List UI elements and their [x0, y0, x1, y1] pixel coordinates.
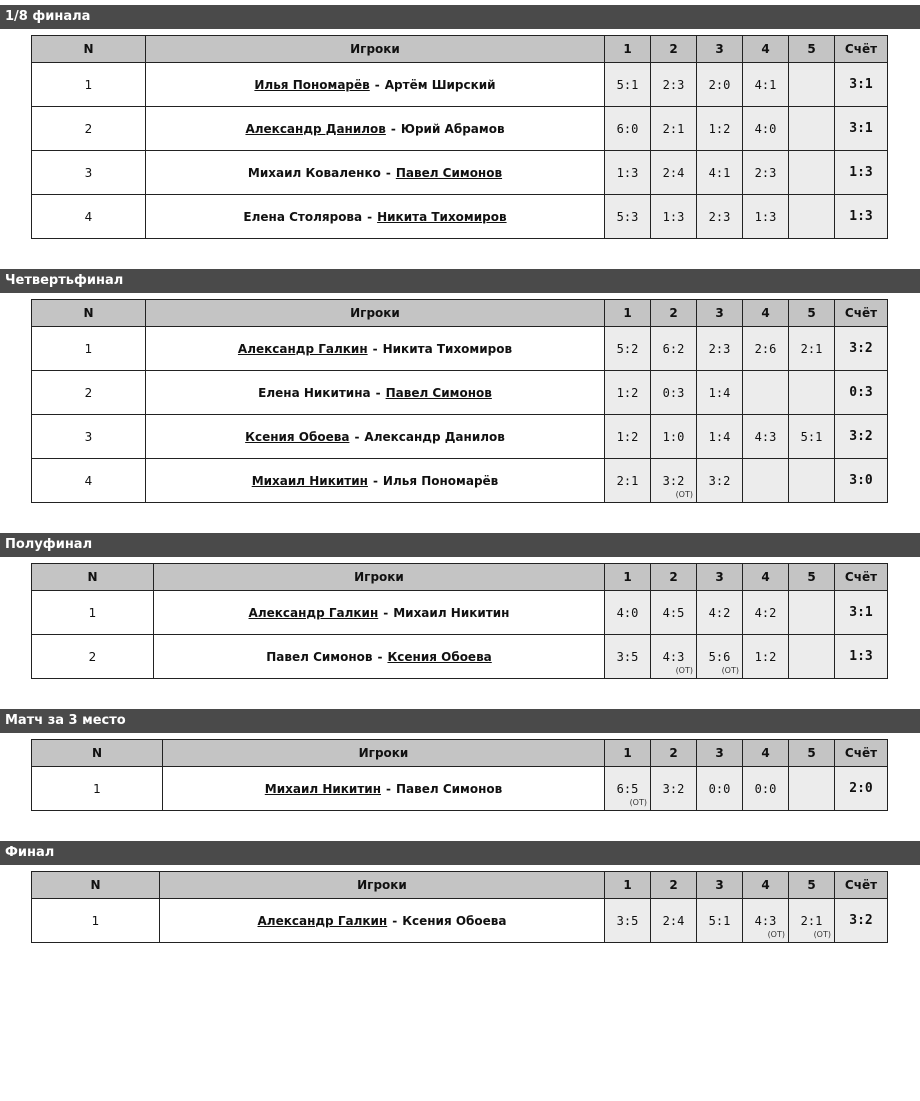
set-score-value: 5:1 [708, 913, 731, 928]
col-set-2-header: 2 [651, 740, 697, 767]
match-row [32, 459, 888, 503]
set-score-value: 3:5 [616, 649, 639, 664]
col-set-5-header: 5 [789, 872, 835, 899]
match-number: 3 [32, 151, 146, 195]
set-score-value: 6:2 [662, 341, 685, 356]
set-score-value: 5:2 [616, 341, 639, 356]
set-score-value: 5:1 [616, 77, 639, 92]
set-score-value: 4:5 [662, 605, 685, 620]
match-players [146, 415, 605, 459]
set-3-score [697, 635, 743, 679]
match-number: 4 [32, 195, 146, 239]
set-score-value: 5:3 [616, 209, 639, 224]
col-set-4-header: 4 [743, 872, 789, 899]
results-table [31, 299, 888, 503]
set-1-score [605, 327, 651, 371]
set-score-value: 6:5 [616, 781, 639, 796]
match-row [32, 591, 888, 635]
set-score-value: 4:3 [754, 913, 777, 928]
set-3-score [697, 459, 743, 503]
match-players [146, 327, 605, 371]
match-number: 3 [32, 415, 146, 459]
col-set-4-header: 4 [743, 300, 789, 327]
col-score-header: Счёт [835, 36, 888, 63]
set-2-score [651, 459, 697, 503]
winner-player-link[interactable]: Илья Пономарёв [254, 77, 370, 92]
vs-separator: - [377, 649, 383, 664]
match-players [160, 899, 605, 943]
winner-player-link[interactable]: Александр Галкин [248, 605, 379, 620]
set-score-value: 2:4 [662, 165, 685, 180]
player-name: Александр Данилов [364, 429, 505, 444]
player-name: Михаил Коваленко [247, 165, 381, 180]
set-score-value: 2:3 [708, 209, 731, 224]
set-score-value: 1:2 [754, 649, 777, 664]
match-row [32, 63, 888, 107]
player-name: Илья Пономарёв [382, 473, 499, 488]
set-score-value: 2:1 [800, 341, 823, 356]
set-5-score [789, 459, 835, 503]
set-5-score [789, 767, 835, 811]
set-score-value: 2:1 [616, 473, 639, 488]
set-4-score [743, 195, 789, 239]
set-score-value: 2:1 [800, 913, 823, 928]
match-score: 3:1 [835, 107, 888, 151]
col-score-header: Счёт [835, 740, 888, 767]
set-score-value: 1:2 [616, 429, 639, 444]
col-set-3-header: 3 [697, 564, 743, 591]
col-n-header: N [32, 872, 160, 899]
vs-separator: - [383, 605, 389, 620]
col-set-1-header: 1 [605, 872, 651, 899]
set-3-score [697, 151, 743, 195]
set-4-score [743, 767, 789, 811]
set-3-score [697, 107, 743, 151]
winner-player-link[interactable]: Михаил Никитин [264, 781, 381, 796]
vs-separator: - [375, 385, 381, 400]
vs-separator: - [390, 121, 396, 136]
winner-player-link[interactable]: Александр Галкин [257, 913, 388, 928]
match-number: 1 [32, 63, 146, 107]
match-score: 3:1 [835, 63, 888, 107]
set-5-score [789, 635, 835, 679]
overtime-marker: (ОТ) [675, 666, 693, 675]
set-1-score [605, 591, 651, 635]
set-4-score [743, 371, 789, 415]
col-score-header: Счёт [835, 564, 888, 591]
set-2-score [651, 415, 697, 459]
col-set-2-header: 2 [651, 36, 697, 63]
match-score: 1:3 [835, 195, 888, 239]
match-score: 1:3 [835, 151, 888, 195]
col-set-4-header: 4 [743, 740, 789, 767]
header-row [32, 36, 888, 63]
col-set-1-header: 1 [605, 36, 651, 63]
match-score: 3:1 [835, 591, 888, 635]
match-number: 2 [32, 107, 146, 151]
set-1-score [605, 371, 651, 415]
set-2-score [651, 107, 697, 151]
col-n-header: N [32, 740, 163, 767]
set-score-value: 1:2 [708, 121, 731, 136]
set-4-score [743, 591, 789, 635]
round-section [0, 269, 920, 529]
vs-separator: - [372, 341, 378, 356]
round-section [0, 5, 920, 265]
set-1-score [605, 899, 651, 943]
set-score-value: 1:3 [616, 165, 639, 180]
vs-separator: - [367, 209, 373, 224]
col-players-header: Игроки [146, 300, 605, 327]
match-score: 3:2 [835, 327, 888, 371]
set-score-value: 4:1 [708, 165, 731, 180]
col-set-3-header: 3 [697, 300, 743, 327]
round-title: Финал [0, 841, 920, 865]
match-row [32, 151, 888, 195]
winner-player-link[interactable]: Павел Симонов [385, 385, 492, 400]
col-players-header: Игроки [160, 872, 605, 899]
set-score-value: 2:1 [662, 121, 685, 136]
set-2-score [651, 591, 697, 635]
vs-separator: - [354, 429, 360, 444]
set-score-value: 1:0 [662, 429, 685, 444]
match-row [32, 195, 888, 239]
match-number: 4 [32, 459, 146, 503]
set-2-score [651, 151, 697, 195]
vs-separator: - [385, 165, 391, 180]
header-row [32, 872, 888, 899]
set-3-score [697, 371, 743, 415]
set-score-value: 6:0 [616, 121, 639, 136]
set-3-score [697, 899, 743, 943]
match-number: 1 [32, 591, 154, 635]
match-row [32, 635, 888, 679]
match-row [32, 767, 888, 811]
match-number: 1 [32, 899, 160, 943]
set-score-value: 1:3 [754, 209, 777, 224]
set-score-value: 4:1 [754, 77, 777, 92]
match-score: 3:2 [835, 899, 888, 943]
col-score-header: Счёт [835, 300, 888, 327]
winner-player-link[interactable]: Никита Тихомиров [377, 209, 507, 224]
set-1-score [605, 195, 651, 239]
match-number: 2 [32, 635, 154, 679]
set-4-score [743, 899, 789, 943]
set-score-value: 1:2 [616, 385, 639, 400]
set-2-score [651, 899, 697, 943]
set-5-score [789, 899, 835, 943]
set-4-score [743, 63, 789, 107]
col-n-header: N [32, 564, 154, 591]
set-score-value: 2:3 [708, 341, 731, 356]
match-row [32, 899, 888, 943]
set-score-value: 0:0 [754, 781, 777, 796]
vs-separator: - [386, 781, 391, 796]
set-5-score [789, 415, 835, 459]
header-row [32, 564, 888, 591]
overtime-marker: (ОТ) [675, 490, 693, 499]
col-set-1-header: 1 [605, 740, 651, 767]
header-row [32, 300, 888, 327]
col-n-header: N [32, 300, 146, 327]
col-set-3-header: 3 [697, 872, 743, 899]
col-set-2-header: 2 [651, 872, 697, 899]
set-score-value: 3:5 [616, 913, 639, 928]
match-number: 2 [32, 371, 146, 415]
set-3-score [697, 591, 743, 635]
set-1-score [605, 767, 651, 811]
set-score-value: 4:0 [616, 605, 639, 620]
set-5-score [789, 151, 835, 195]
set-4-score [743, 635, 789, 679]
set-score-value: 3:2 [662, 781, 685, 796]
match-number: 1 [32, 767, 163, 811]
match-row [32, 327, 888, 371]
match-players [146, 151, 605, 195]
player-name: Павел Симонов [266, 649, 373, 664]
col-players-header: Игроки [163, 740, 605, 767]
match-players [146, 107, 605, 151]
col-set-1-header: 1 [605, 300, 651, 327]
col-set-3-header: 3 [697, 740, 743, 767]
vs-separator: - [374, 77, 380, 92]
player-name: Павел Симонов [395, 781, 503, 796]
overtime-marker: (ОТ) [629, 798, 647, 807]
match-row [32, 371, 888, 415]
match-score: 3:0 [835, 459, 888, 503]
round-title: Полуфинал [0, 533, 920, 557]
results-table [31, 563, 888, 679]
set-4-score [743, 107, 789, 151]
set-score-value: 2:0 [708, 77, 731, 92]
winner-player-link[interactable]: Александр Данилов [245, 121, 386, 136]
set-2-score [651, 635, 697, 679]
col-set-4-header: 4 [743, 36, 789, 63]
match-row [32, 107, 888, 151]
winner-player-link[interactable]: Михаил Никитин [251, 473, 368, 488]
col-set-5-header: 5 [789, 300, 835, 327]
set-5-score [789, 107, 835, 151]
vs-separator: - [372, 473, 378, 488]
set-score-value: 2:3 [754, 165, 777, 180]
set-4-score [743, 415, 789, 459]
overtime-marker: (ОТ) [767, 930, 785, 939]
set-score-value: 2:6 [754, 341, 777, 356]
match-players [154, 635, 605, 679]
set-5-score [789, 195, 835, 239]
match-players [146, 371, 605, 415]
winner-player-link[interactable]: Павел Симонов [395, 165, 503, 180]
player-name: Артём Ширский [384, 77, 496, 92]
set-score-value: 4:3 [754, 429, 777, 444]
set-3-score [697, 415, 743, 459]
set-1-score [605, 415, 651, 459]
match-players [163, 767, 605, 811]
set-score-value: 3:2 [708, 473, 731, 488]
player-name: Елена Никитина [258, 385, 371, 400]
col-score-header: Счёт [835, 872, 888, 899]
player-name: Ксения Обоева [402, 913, 507, 928]
set-3-score [697, 767, 743, 811]
set-score-value: 5:6 [708, 649, 731, 664]
winner-player-link[interactable]: Ксения Обоева [245, 429, 350, 444]
col-set-5-header: 5 [789, 36, 835, 63]
set-score-value: 1:4 [708, 385, 731, 400]
match-score: 2:0 [835, 767, 888, 811]
set-2-score [651, 63, 697, 107]
set-score-value: 0:3 [662, 385, 685, 400]
set-1-score [605, 63, 651, 107]
set-5-score [789, 371, 835, 415]
set-4-score [743, 151, 789, 195]
set-2-score [651, 327, 697, 371]
set-1-score [605, 459, 651, 503]
match-row [32, 415, 888, 459]
winner-player-link[interactable]: Ксения Обоева [387, 649, 492, 664]
set-1-score [605, 107, 651, 151]
overtime-marker: (ОТ) [813, 930, 831, 939]
col-players-header: Игроки [154, 564, 605, 591]
col-set-2-header: 2 [651, 300, 697, 327]
match-players [146, 459, 605, 503]
set-5-score [789, 591, 835, 635]
col-players-header: Игроки [146, 36, 605, 63]
set-score-value: 1:3 [662, 209, 685, 224]
overtime-marker: (ОТ) [721, 666, 739, 675]
set-4-score [743, 459, 789, 503]
match-score: 0:3 [835, 371, 888, 415]
col-set-3-header: 3 [697, 36, 743, 63]
vs-separator: - [392, 913, 398, 928]
col-set-5-header: 5 [789, 564, 835, 591]
set-score-value: 4:3 [662, 649, 685, 664]
match-number: 1 [32, 327, 146, 371]
set-score-value: 5:1 [800, 429, 823, 444]
set-2-score [651, 195, 697, 239]
set-5-score [789, 327, 835, 371]
set-5-score [789, 63, 835, 107]
match-score: 1:3 [835, 635, 888, 679]
col-set-4-header: 4 [743, 564, 789, 591]
set-score-value: 1:4 [708, 429, 731, 444]
set-score-value: 4:0 [754, 121, 777, 136]
round-section [0, 841, 920, 1101]
set-1-score [605, 151, 651, 195]
set-3-score [697, 63, 743, 107]
match-players [146, 63, 605, 107]
player-name: Никита Тихомиров [382, 341, 513, 356]
match-score: 3:2 [835, 415, 888, 459]
set-score-value: 4:2 [754, 605, 777, 620]
results-table [31, 35, 888, 239]
set-score-value: 0:0 [708, 781, 731, 796]
col-n-header: N [32, 36, 146, 63]
match-players [154, 591, 605, 635]
round-title: Матч за 3 место [0, 709, 920, 733]
player-name: Михаил Никитин [393, 605, 510, 620]
winner-player-link[interactable]: Александр Галкин [237, 341, 368, 356]
col-set-1-header: 1 [605, 564, 651, 591]
set-1-score [605, 635, 651, 679]
set-2-score [651, 767, 697, 811]
set-3-score [697, 195, 743, 239]
player-name: Елена Столярова [243, 209, 363, 224]
results-table [31, 739, 888, 811]
set-score-value: 3:2 [662, 473, 685, 488]
col-set-5-header: 5 [789, 740, 835, 767]
player-name: Юрий Абрамов [400, 121, 505, 136]
header-row [32, 740, 888, 767]
set-score-value: 2:4 [662, 913, 685, 928]
round-title: Четвертьфинал [0, 269, 920, 293]
set-2-score [651, 371, 697, 415]
set-score-value: 2:3 [662, 77, 685, 92]
set-score-value: 4:2 [708, 605, 731, 620]
set-3-score [697, 327, 743, 371]
results-table [31, 871, 888, 943]
round-title: 1/8 финала [0, 5, 920, 29]
match-players [146, 195, 605, 239]
col-set-2-header: 2 [651, 564, 697, 591]
set-4-score [743, 327, 789, 371]
